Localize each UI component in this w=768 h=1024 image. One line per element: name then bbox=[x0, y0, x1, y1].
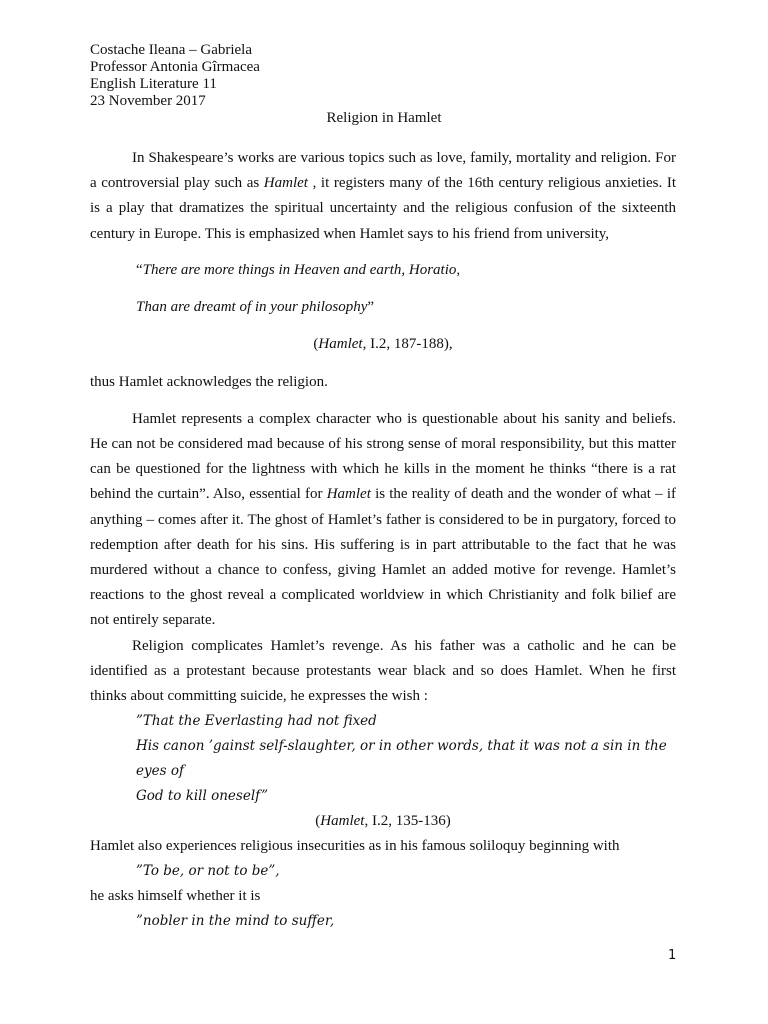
quote-2-line-2: His canon ’gainst self-slaughter, or in other words, that it was not a sin in the eyes of bbox=[136, 738, 667, 780]
date: 23 November 2017 bbox=[90, 93, 206, 109]
essay-title: Religion in Hamlet bbox=[326, 110, 442, 126]
page-number: 1 bbox=[668, 948, 677, 963]
quote-1-close-mark: ” bbox=[367, 298, 375, 315]
author-name: Costache Ileana – Gabriela bbox=[90, 42, 253, 58]
header-block bbox=[90, 42, 260, 110]
quote-1-line-1-text: There are more things in Heaven and earth, Horatio, bbox=[142, 261, 461, 278]
paragraph-2-text-a: Hamlet represents a complex character who is questionable about his sanity and beliefs. He can not be considered mad because of his strong sense of moral responsibility, but this matter can be questioned for the lightness with which he kills in the moment he thinks “there is a rat behind the curtain”. Also, essential for bbox=[90, 410, 676, 503]
quote-2-line-1: ”That the Everlasting had not fixed bbox=[136, 713, 377, 730]
quote-1-line-1 bbox=[136, 258, 676, 283]
course-name: English Literature 11 bbox=[90, 76, 217, 92]
citation-1-work: Hamlet bbox=[318, 335, 363, 352]
quote-1-line-2 bbox=[136, 295, 676, 320]
citation-1 bbox=[90, 332, 676, 357]
citation-1-open: ( bbox=[313, 335, 319, 352]
quote-3: ”To be, or not to be”, bbox=[136, 863, 280, 880]
citation-2 bbox=[90, 809, 676, 834]
paragraph-5: he asks himself whether it is bbox=[90, 888, 261, 905]
professor-name: Professor Antonia Gîrmacea bbox=[90, 59, 260, 75]
quote-1-open-mark: “ bbox=[136, 261, 143, 278]
paragraph-1-text-a: In Shakespeare’s works are various topics such as love, family, mortality and religion. For a controversial play such as bbox=[90, 150, 676, 192]
citation-1-ref: , I.2, 187-188), bbox=[362, 335, 453, 352]
paragraph-1-continuation: thus Hamlet acknowledges the religion. bbox=[90, 373, 328, 390]
paragraph-2-play-title: Hamlet bbox=[326, 486, 371, 503]
citation-2-open: ( bbox=[315, 813, 321, 830]
quote-4: ”nobler in the mind to suffer, bbox=[136, 913, 335, 930]
citation-2-ref: , I.2, 135-136) bbox=[364, 813, 451, 830]
quote-1-line-2-text: Than are dreamt of in your philosophy bbox=[136, 298, 368, 315]
paragraph-2-text-b: is the reality of death and the wonder of what – if anything – comes after it. The ghost of Hamlet’s father is considered to be in purgatory, forced to redemption after death for his sins. His suffering is in part attributable to the fact that he was murdered without a chance to confess, giving Hamlet an added motive for revenge. Hamlet’s reactions to the ghost reveal a complicated worldview in which Christianity and folk bilief are not entirely separate. bbox=[90, 486, 677, 629]
paragraph-1-text-b: , it registers many of the 16th century religious anxieties. It is a play that dramatizes the spiritual uncertainty and the religious confusion of the sixteenth century in Europe. This is emphasized when Hamlet says to his friend from university, bbox=[90, 175, 676, 242]
paragraph-1-play-title: Hamlet bbox=[263, 175, 308, 192]
paragraph-4: Hamlet also experiences religious insecurities as in his famous soliloquy beginning with bbox=[90, 838, 620, 855]
essay-body bbox=[90, 146, 676, 934]
paragraph-3: Religion complicates Hamlet’s revenge. As his father was a catholic and he can be identified as a protestant because protestants wear black and so does Hamlet. When he first thinks about committing suicide, he expresses the wish : bbox=[90, 637, 676, 705]
paragraph-1 bbox=[90, 146, 676, 247]
citation-2-work: Hamlet bbox=[320, 813, 365, 830]
paragraph-2 bbox=[90, 407, 676, 634]
quote-2-line-3: God to kill oneself” bbox=[136, 788, 269, 805]
